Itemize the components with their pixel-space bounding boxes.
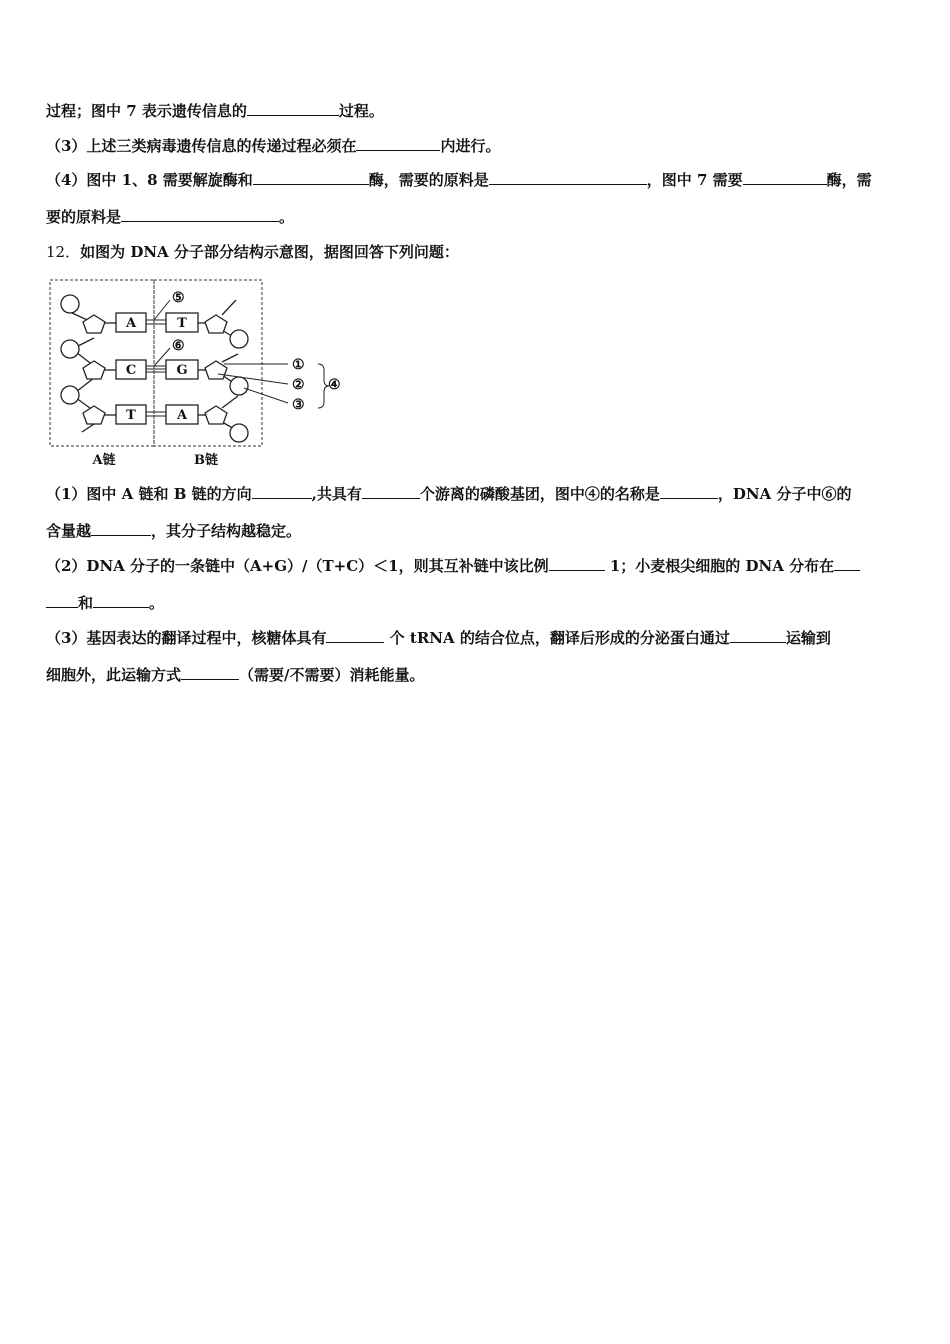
phosphate-circle: [61, 295, 79, 313]
answer-blank[interactable]: [252, 484, 312, 499]
chain-a-label: A链: [92, 453, 116, 468]
chain-b-backbone: [198, 300, 248, 442]
dna-structure-diagram: [48, 278, 348, 470]
base-letter: A: [125, 316, 137, 331]
deoxyribose-pentagon: [205, 361, 227, 379]
phosphate-circle: [61, 340, 79, 358]
deoxyribose-pentagon: [83, 361, 105, 379]
base-letter: G: [176, 363, 188, 378]
chain-b-label: B链: [194, 453, 218, 468]
answer-blank[interactable]: [91, 521, 151, 536]
phosphate-circle: [61, 386, 79, 404]
label-4: ④: [328, 377, 341, 393]
base-letter: A: [176, 408, 188, 423]
base-letter: C: [125, 363, 137, 378]
answer-blank[interactable]: [549, 556, 605, 571]
text-line-q3a: （3）基因表达的翻译过程中，核糖体具有 个 tRNA 的结合位点，翻译后形成的分泌蛋白通过 运输到: [46, 629, 831, 647]
text-line-3: （4）图中 1、8 需要解旋酶和 酶，需要的原料是 ，图中 7 需要 酶，需: [46, 171, 872, 189]
answer-blank[interactable]: [247, 101, 339, 116]
label-6: ⑥: [172, 338, 185, 354]
answer-blank[interactable]: [834, 556, 860, 571]
answer-blank[interactable]: [362, 484, 420, 499]
answer-blank[interactable]: [489, 170, 647, 185]
base-letter: T: [126, 408, 136, 423]
answer-blank[interactable]: [121, 207, 279, 222]
phosphate-circle: [230, 424, 248, 442]
deoxyribose-pentagon: [205, 315, 227, 333]
hydrogen-bonds: [146, 320, 166, 416]
answer-blank[interactable]: [326, 628, 384, 643]
answer-blank[interactable]: [743, 170, 827, 185]
text-line-q3b: 细胞外，此运输方式 （需要/不需要）消耗能量。: [46, 666, 425, 684]
phosphate-circle: [230, 330, 248, 348]
text-line-q2b: 和 。: [46, 593, 164, 613]
text-line-1: 过程；图中 7 表示遗传信息的 过程。: [46, 102, 384, 120]
text-line-2: （3）上述三类病毒遗传信息的传递过程必须在 内进行。: [46, 137, 501, 155]
phosphate-circle: [230, 377, 248, 395]
answer-blank[interactable]: [356, 136, 440, 151]
label-3: ③: [292, 397, 305, 413]
text-line-4: 要的原料是 。: [46, 208, 295, 226]
chain-a-backbone: [61, 295, 116, 432]
answer-blank[interactable]: [253, 170, 369, 185]
text-line-q1a: （1）图中 A 链和 B 链的方向 ,共具有 个游离的磷酸基团，图中④的名称是 ，DNA 分子中⑥的: [46, 485, 852, 503]
answer-blank[interactable]: [181, 665, 239, 680]
deoxyribose-pentagon: [83, 406, 105, 424]
deoxyribose-pentagon: [83, 315, 105, 333]
text-line-q2a: （2）DNA 分子的一条链中（A+G）/（T+C）＜1，则其互补链中该比例 1；小麦根尖细胞的 DNA 分布在: [46, 556, 860, 576]
base-letter: T: [177, 316, 187, 331]
answer-blank[interactable]: [93, 593, 149, 608]
answer-blank[interactable]: [730, 628, 786, 643]
answer-blank[interactable]: [660, 484, 718, 499]
deoxyribose-pentagon: [205, 406, 227, 424]
label-2: ②: [292, 377, 305, 393]
question-12-stem: 12．如图为 DNA 分子部分结构示意图，据图回答下列问题：: [46, 243, 459, 261]
answer-blank[interactable]: [46, 593, 78, 608]
label-1: ①: [292, 357, 305, 373]
text-line-q1b: 含量越 ，其分子结构越稳定。: [46, 522, 302, 540]
label-5: ⑤: [172, 290, 185, 306]
question-number: 12．: [46, 243, 81, 261]
